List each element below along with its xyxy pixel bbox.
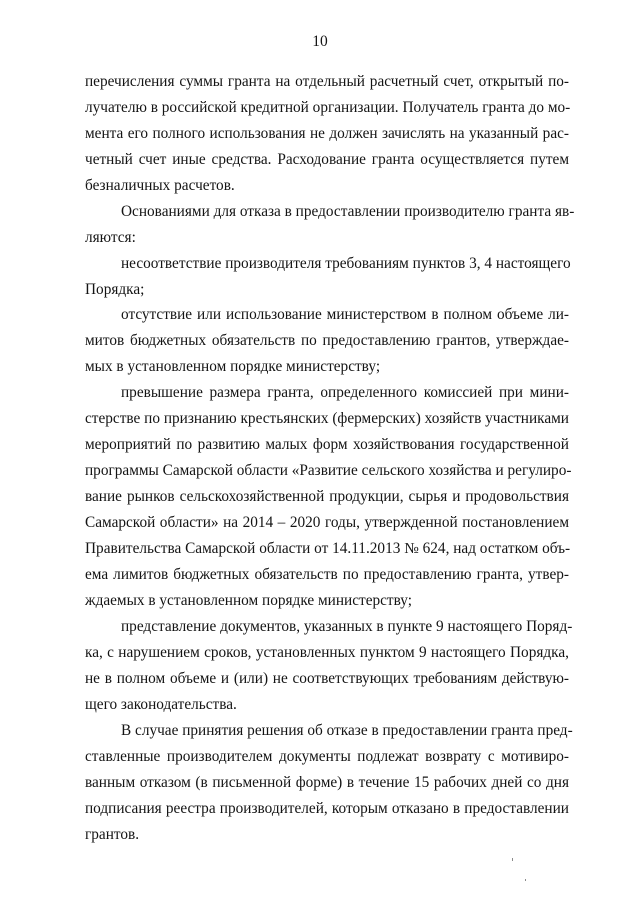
- text-line: Самарской области» на 2014 – 2020 годы, утвержденной постановлением: [85, 514, 569, 531]
- text-line: Порядка;: [85, 281, 145, 298]
- text-line: ляются:: [85, 229, 136, 246]
- text-line: подписания реестра производителей, которым отказано в предоставлении: [85, 800, 569, 817]
- text-line: безналичных расчетов.: [85, 177, 235, 194]
- paragraph-first-line: представление документов, указанных в пункте 9 настоящего Поряд-: [121, 618, 573, 635]
- text-line: мых в установленном порядке министерству;: [85, 358, 381, 375]
- text-line: мента его полного использования не должен зачислять на указанный рас-: [85, 125, 569, 142]
- text-line: Правительства Самарской области от 14.11.2013 № 624, над остатком объ-: [85, 540, 571, 557]
- text-line: ставленные производителем документы подлежат возврату с мотивиро-: [85, 748, 569, 765]
- text-line: перечисления суммы гранта на отдельный расчетный счет, открытый по-: [85, 73, 569, 90]
- text-line: митов бюджетных обязательств по предоставлению грантов, утверждае-: [85, 332, 569, 349]
- text-line: ема лимитов бюджетных обязательств по предоставлению гранта, утвер-: [85, 566, 569, 583]
- paragraph-first-line: превышение размера гранта, определенного комиссией при мини-: [121, 384, 569, 401]
- paragraph-first-line: Основаниями для отказа в предоставлении производителю гранта яв-: [121, 203, 575, 220]
- page-number: 10: [312, 33, 328, 50]
- text-line: лучателю в российской кредитной организации. Получатель гранта до мо-: [85, 99, 571, 116]
- text-line: ванным отказом (в письменной форме) в течение 15 рабочих дней со дня: [85, 774, 569, 791]
- paragraph-first-line: несоответствие производителя требованиям пунктов 3, 4 настоящего: [121, 255, 571, 272]
- text-line: вание рынков сельскохозяйственной продукции, сырья и продовольствия: [85, 488, 569, 505]
- scan-speck: [525, 879, 526, 881]
- text-line: ка, с нарушением сроков, установленных пунктом 9 настоящего Порядка,: [85, 644, 569, 661]
- text-line: мероприятий по развитию малых форм хозяйствования государственной: [85, 436, 569, 453]
- scan-speck: [512, 858, 513, 861]
- paragraph-first-line: В случае принятия решения об отказе в предоставлении гранта пред-: [121, 722, 573, 739]
- text-line: стерстве по признанию крестьянских (фермерских) хозяйств участниками: [85, 410, 569, 427]
- text-line: четный счет иные средства. Расходование гранта осуществляется путем: [85, 151, 569, 168]
- paragraph-first-line: отсутствие или использование министерством в полном объеме ли-: [121, 306, 569, 323]
- text-line: щего законодательства.: [85, 696, 237, 713]
- text-line: не в полном объеме и (или) не соответствующих требованиям действую-: [85, 670, 569, 687]
- text-line: ждаемых в установленном порядке министерству;: [85, 592, 413, 609]
- text-line: программы Самарской области «Развитие сельского хозяйства и регулиро-: [85, 462, 572, 479]
- text-line: грантов.: [85, 826, 140, 843]
